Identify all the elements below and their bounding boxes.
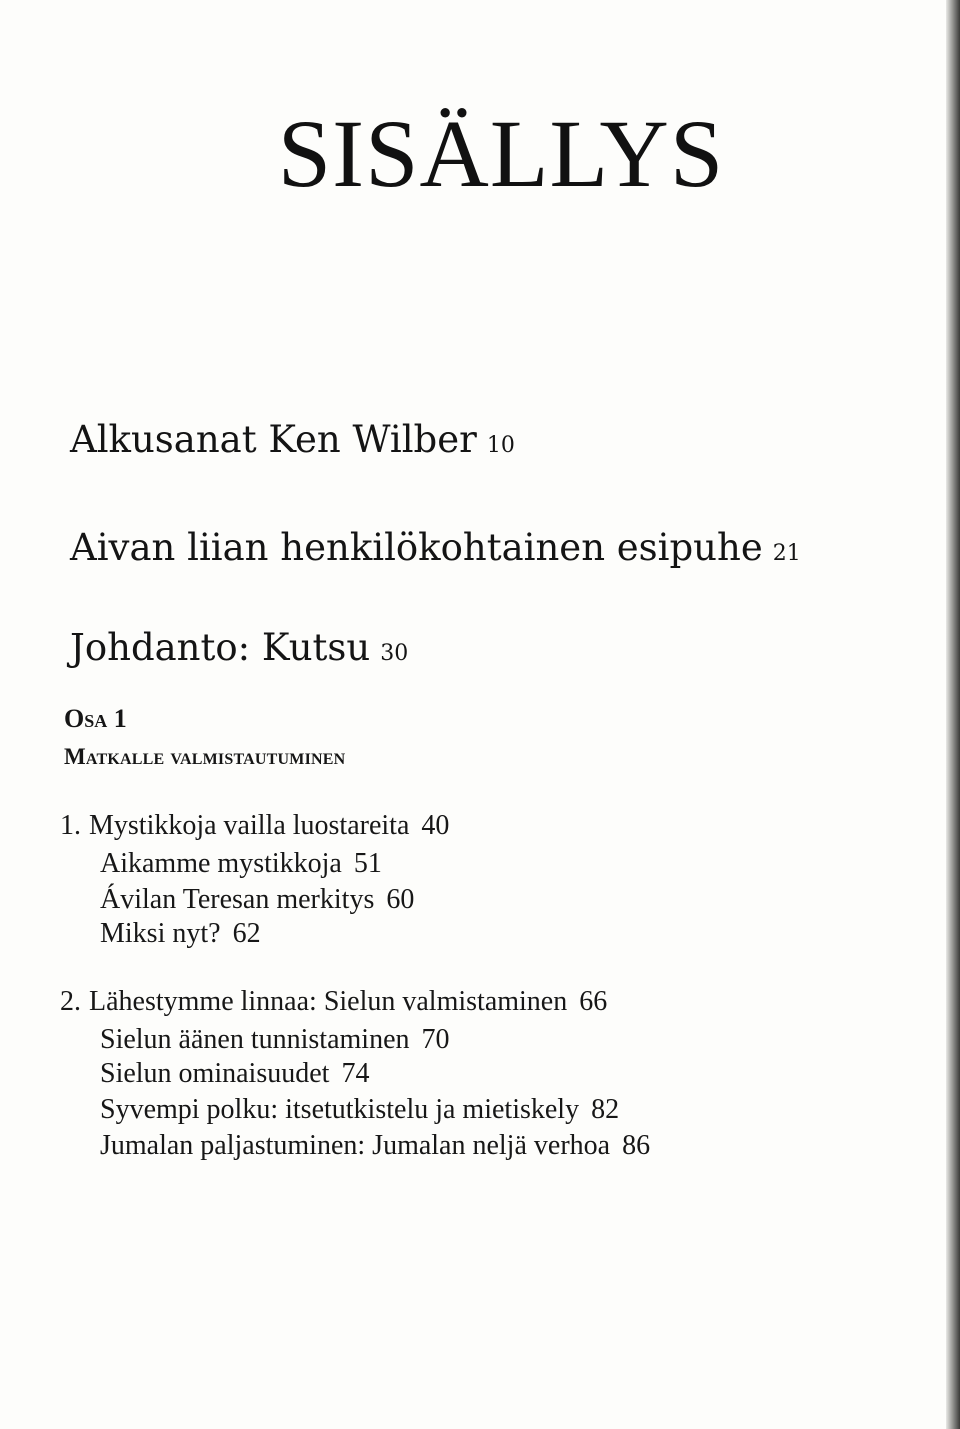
toc-subentry (100, 918, 261, 950)
toc-entry-foreword (70, 418, 515, 461)
chapter-page: 40 (421, 810, 450, 841)
subentry-page: 86 (622, 1130, 651, 1161)
subentry-page: 51 (353, 848, 382, 879)
toc-entry-text: Johdanto: Kutsu (70, 626, 371, 669)
chapter-page: 66 (579, 986, 608, 1017)
subentry-text: Sielun ominaisuudet (100, 1058, 330, 1089)
toc-subentry (100, 1130, 650, 1162)
toc-subentry (100, 884, 414, 916)
subentry-text: Miksi nyt? (100, 918, 221, 949)
subentry-page: 82 (591, 1094, 620, 1125)
toc-subentry (100, 1094, 619, 1126)
subentry-text: Syvempi polku: itsetutkistelu ja mietiskely (100, 1094, 580, 1125)
subentry-text: Jumalan paljastuminen: Jumalan neljä verhoa (100, 1130, 611, 1161)
chapter-number: 1. (60, 810, 81, 841)
part-label: Osa 1 (64, 704, 127, 733)
toc-entry-page: 21 (772, 541, 801, 566)
toc-entry-preface (70, 526, 801, 569)
subentry-text: Ávilan Teresan merkitys (100, 884, 375, 915)
toc-entry-text: Alkusanat Ken Wilber (70, 418, 477, 461)
toc-entry-text: Aivan liian henkilökohtainen esipuhe (70, 526, 763, 569)
subentry-page: 62 (232, 918, 261, 949)
subentry-text: Aikamme mystikkoja (100, 848, 342, 879)
subentry-page: 74 (341, 1058, 370, 1089)
page-edge-shadow (946, 0, 960, 1429)
subentry-page: 60 (386, 884, 415, 915)
toc-entry-page: 10 (486, 433, 515, 458)
toc-subentry (100, 1058, 369, 1090)
chapter-text: Mystikkoja vailla luostareita (89, 810, 410, 841)
chapter-number: 2. (60, 986, 81, 1017)
toc-subentry (100, 848, 382, 880)
subentry-text: Sielun äänen tunnistaminen (100, 1024, 410, 1055)
page-title: SISÄLLYS (277, 100, 725, 207)
subentry-page: 70 (421, 1024, 450, 1055)
toc-chapter-1 (60, 810, 449, 842)
toc-entry-page: 30 (380, 641, 409, 666)
chapter-text: Lähestymme linnaa: Sielun valmistaminen (89, 986, 568, 1017)
toc-entry-introduction (70, 626, 408, 669)
part-title: Matkalle valmistautuminen (64, 744, 346, 769)
toc-chapter-2 (60, 986, 607, 1018)
toc-subentry (100, 1024, 450, 1056)
